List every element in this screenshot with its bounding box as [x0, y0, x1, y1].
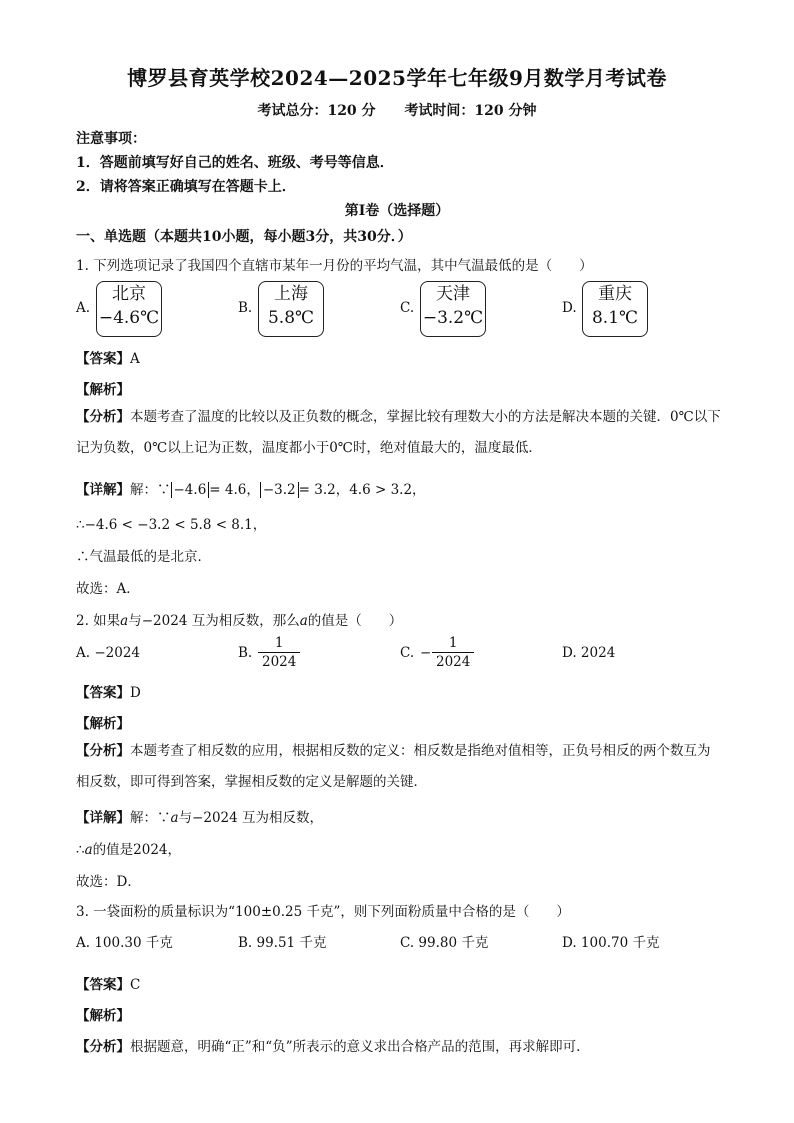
q1-option-c-city: 天津	[436, 284, 470, 304]
section-title: 第Ⅰ卷（选择题）	[344, 203, 450, 219]
q1-option-d-letter: D.	[562, 300, 577, 316]
notice-item-1: 1．答题前填写好自己的姓名、班级、考号等信息．	[76, 155, 394, 171]
answer-tag: 【答案】	[76, 977, 130, 993]
q2-option-b-letter: B.	[238, 645, 253, 661]
q2-step1-suffix: 与−2024 互为相反数，	[178, 810, 324, 826]
page-title: 博罗县育英学校2024—2025学年七年级9月数学月考试卷	[127, 66, 667, 90]
q1-stem: 1. 下列选项记录了我国四个直辖市某年一月份的平均气温，其中气温最低的是（ ）	[76, 258, 593, 274]
q1-option-d-temp: 8.1℃	[591, 308, 639, 328]
q3-answer	[76, 973, 140, 993]
q1-option-c-temp: −3.2℃	[422, 308, 484, 328]
notice-item-2: 2．请将答案正确填写在答题卡上．	[76, 179, 296, 195]
q3-analysis-tag: 【解析】	[76, 1008, 130, 1024]
q2-answer-value: D	[130, 685, 141, 701]
q2-variable: a	[84, 842, 93, 858]
q1-detail-step3: ∴气温最低的是北京．	[76, 549, 211, 565]
q1-answer-value: A	[130, 351, 140, 367]
q2-stem-suffix: 的值是（ ）	[307, 613, 403, 629]
q1-step1-prefix: 解：∵	[130, 482, 171, 498]
q1-detail-step2: ∴−4.6 < −3.2 < 5.8 < 8.1，	[76, 517, 267, 533]
q2-analysis-tag: 【解析】	[76, 716, 130, 732]
fenxi-tag: 【分析】	[76, 409, 130, 425]
q2-option-b-numerator: 1	[258, 634, 300, 653]
q2-option-a: A. −2024	[76, 645, 140, 661]
q2-fenxi	[76, 736, 721, 798]
fenxi-tag: 【分析】	[76, 743, 130, 759]
q2-variable: a	[120, 613, 129, 629]
q1-option-d-card	[582, 281, 648, 337]
q2-conclusion: 故选：D．	[76, 874, 141, 890]
q3-fenxi-text: 根据题意，明确“正”和“负”所表示的意义求出合格产品的范围，再求解即可.	[130, 1039, 581, 1055]
q3-option-d: D. 100.70 千克	[562, 935, 660, 951]
q2-variable: a	[170, 810, 179, 826]
q1-conclusion: 故选：A．	[76, 581, 140, 597]
q2-stem	[76, 609, 402, 629]
q1-option-b-card	[258, 281, 324, 337]
fenxi-tag: 【分析】	[76, 1039, 130, 1055]
q3-answer-value: C	[130, 977, 141, 993]
answer-tag: 【答案】	[76, 351, 130, 367]
q1-option-b-letter: B.	[238, 300, 253, 316]
q2-step2-prefix: ∴	[76, 842, 85, 858]
q2-option-d: D. 2024	[562, 645, 616, 661]
q2-step1-prefix: 解：∵	[130, 810, 171, 826]
q2-answer	[76, 681, 141, 701]
q1-fenxi	[76, 402, 721, 464]
part-heading: 一、单选题（本题共10小题，每小题3分，共30分．）	[76, 229, 412, 245]
q1-option-b-temp: 5.8℃	[267, 308, 315, 328]
q1-option-a-city: 北京	[112, 284, 146, 304]
q1-option-d-city: 重庆	[598, 284, 632, 304]
q2-fenxi-text: 本题考查了相反数的应用，根据相反数的定义：相反数是指绝对值相等，正负号相反的两个数互为相反数，即可得到答案，掌握相反数的定义是解题的关键．	[76, 743, 711, 790]
q2-option-c-fraction	[432, 634, 474, 671]
q2-stem-prefix: 2. 如果	[76, 613, 121, 629]
q2-option-c-sign: −	[420, 645, 432, 661]
q1-option-c-letter: C.	[400, 300, 415, 316]
q1-abs-value-1: −4.6	[171, 482, 210, 498]
q1-abs-value-2: −3.2	[260, 482, 299, 498]
exam-info	[0, 100, 794, 120]
q2-option-c-denominator: 2024	[436, 654, 471, 670]
q1-option-a-letter: A.	[76, 300, 91, 316]
q2-option-b-fraction	[258, 634, 300, 671]
q1-option-b-city: 上海	[274, 284, 308, 304]
q1-fenxi-text: 本题考查了温度的比较以及正负数的概念，掌握比较有理数大小的方法是解决本题的关键．0℃以下记为负数，0℃以上记为正数，温度都小于0℃时，绝对值最大的，温度最低．	[76, 409, 721, 456]
q2-detail-step1	[76, 806, 323, 826]
q3-stem: 3. 一袋面粉的质量标识为“100±0.25 千克”，则下列面粉质量中合格的是（ ）	[76, 904, 570, 920]
q1-step1-mid: = 4.6，	[209, 482, 260, 498]
q3-option-c: C. 99.80 千克	[400, 935, 489, 951]
q1-detail-step1	[76, 478, 426, 498]
q2-stem-middle: 与−2024 互为相反数，那么	[128, 613, 300, 629]
notice-heading: 注意事项：	[76, 131, 146, 147]
q1-option-a-card	[96, 281, 162, 337]
q3-fenxi	[76, 1035, 580, 1055]
xiangjie-tag: 【详解】	[76, 810, 130, 826]
exam-time: 考试时间：120 分钟	[404, 103, 537, 119]
q1-option-c-card	[420, 281, 486, 337]
q2-option-c-letter: C.	[400, 645, 415, 661]
q1-step1-end: = 3.2，4.6 > 3.2，	[298, 482, 426, 498]
xiangjie-tag: 【详解】	[76, 482, 130, 498]
q2-step2-suffix: 的值是2024，	[92, 842, 182, 858]
total-score: 考试总分：120 分	[257, 103, 376, 119]
answer-tag: 【答案】	[76, 685, 130, 701]
q3-option-a: A. 100.30 千克	[76, 935, 173, 951]
q2-detail-step2	[76, 838, 181, 858]
q1-analysis-tag: 【解析】	[76, 382, 130, 398]
q2-option-c-numerator: 1	[432, 634, 474, 653]
q2-option-b-denominator: 2024	[262, 654, 297, 670]
q1-option-a-temp: −4.6℃	[98, 308, 160, 328]
q2-variable: a	[299, 613, 308, 629]
q1-answer	[76, 347, 140, 367]
q3-option-b: B. 99.51 千克	[238, 935, 327, 951]
